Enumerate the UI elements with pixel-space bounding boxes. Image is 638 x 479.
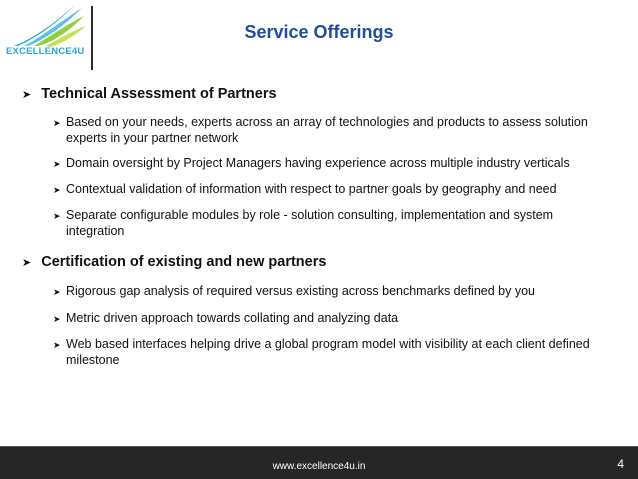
list-item — [53, 310, 606, 326]
section-heading-text: Certification of existing and new partners — [41, 254, 327, 270]
list-item — [53, 336, 606, 368]
section-heading-text: Technical Assessment of Partners — [41, 86, 277, 102]
bullet-text: Web based interfaces helping drive a global program model with visibility at each client defined milestone — [66, 337, 590, 367]
list-item — [53, 181, 606, 197]
arrow-bullet-icon: ➤ — [22, 256, 32, 269]
list-item — [53, 207, 606, 239]
page-number: 4 — [617, 457, 624, 471]
arrow-bullet-icon: ➤ — [53, 287, 61, 297]
arrow-bullet-icon: ➤ — [53, 118, 61, 128]
list-item — [53, 155, 606, 171]
logo-text: EXCELLENCE4U — [6, 46, 85, 57]
footer-bar — [0, 446, 638, 479]
section-heading-1 — [22, 86, 622, 102]
bullet-text: Contextual validation of information with respect to partner goals by geography and need — [66, 182, 557, 196]
arrow-bullet-icon: ➤ — [22, 88, 32, 101]
arrow-bullet-icon: ➤ — [53, 314, 61, 324]
list-item — [53, 114, 606, 146]
bullet-text: Based on your needs, experts across an array of technologies and products to assess solution experts in your partner network — [66, 115, 588, 145]
arrow-bullet-icon: ➤ — [53, 211, 61, 221]
bullet-text: Metric driven approach towards collating and analyzing data — [66, 311, 399, 325]
page-title: Service Offerings — [244, 22, 394, 42]
arrow-bullet-icon: ➤ — [53, 159, 61, 169]
list-item — [53, 283, 606, 299]
arrow-bullet-icon: ➤ — [53, 340, 61, 350]
bullet-text: Domain oversight by Project Managers having experience across multiple industry verticals — [66, 156, 570, 170]
bullet-text: Rigorous gap analysis of required versus existing across benchmarks defined by you — [66, 284, 535, 298]
arrow-bullet-icon: ➤ — [53, 185, 61, 195]
section-heading-2 — [22, 254, 622, 270]
bullet-text: Separate configurable modules by role - solution consulting, implementation and system integration — [66, 208, 554, 238]
footer-url: www.excellence4u.in — [272, 461, 366, 472]
